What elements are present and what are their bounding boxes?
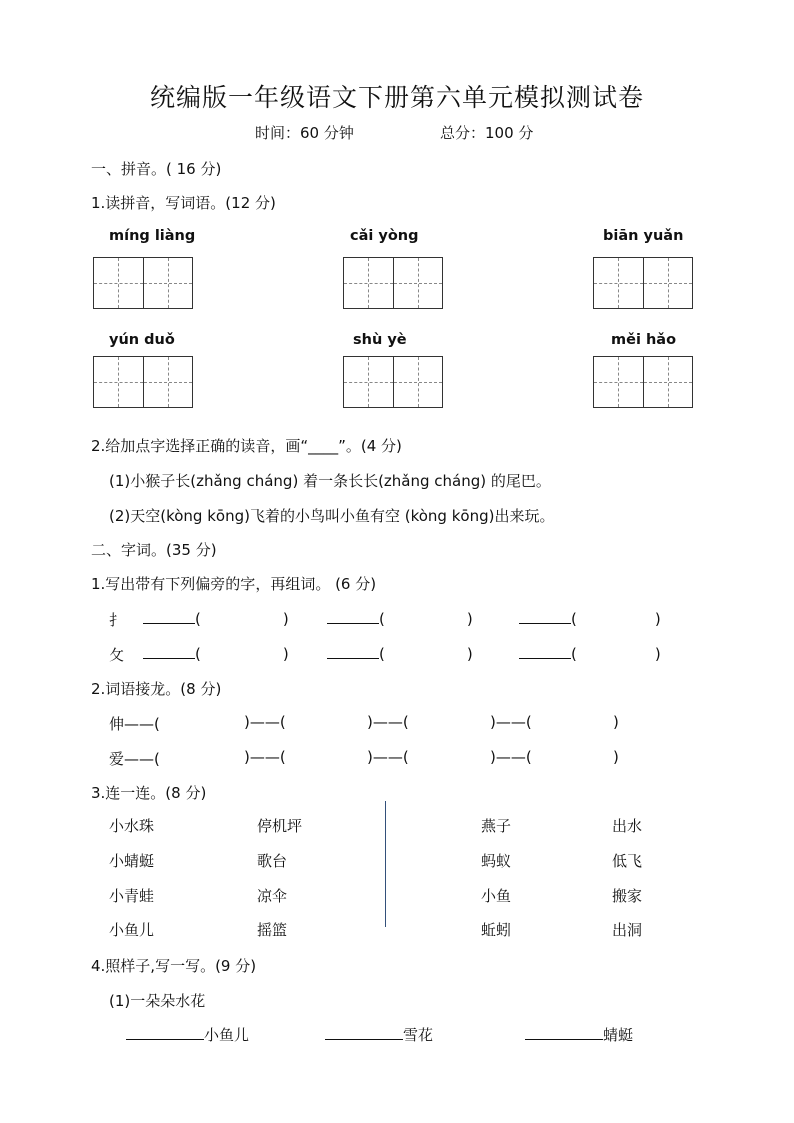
chain-link: )——( [367, 713, 409, 731]
match-item[interactable]: 小蜻蜓 [109, 852, 155, 870]
pinyin-label: měi hǎo [611, 332, 677, 348]
fill-blank-row[interactable] [325, 1024, 433, 1045]
answer-blank[interactable]: ( ) [143, 609, 289, 628]
s2-q4-example: (1)一朵朵水花 [109, 992, 206, 1010]
writing-grid[interactable] [593, 356, 693, 408]
chain-end: ) [613, 713, 619, 731]
chain-end: ) [613, 748, 619, 766]
s1-q2-item: (1)小猴子长(zhǎng cháng) 着一条长长(zhǎng cháng) 的尾巴。 [109, 472, 551, 490]
match-item[interactable]: 搬家 [612, 887, 643, 905]
chain-link: )——( [244, 713, 286, 731]
section2-heading: 二、字词。(35 分) [91, 541, 217, 559]
section1-heading: 一、拼音。( 16 分) [91, 160, 222, 178]
fill-blank-row[interactable] [126, 1024, 249, 1045]
match-item[interactable]: 摇篮 [257, 921, 288, 939]
fill-blank-row[interactable] [525, 1024, 633, 1045]
pinyin-label: yún duǒ [109, 332, 175, 348]
chain-start: 爱——( [109, 750, 160, 768]
page-title: 统编版一年级语文下册第六单元模拟测试卷 [149, 83, 644, 112]
pinyin-label: shù yè [353, 332, 407, 348]
match-item[interactable]: 蚯蚓 [481, 921, 512, 939]
q4-word: 雪花 [403, 1026, 434, 1044]
match-item[interactable]: 燕子 [481, 817, 512, 835]
match-item[interactable]: 小水珠 [109, 817, 155, 835]
radical-label: 攵 [109, 646, 125, 664]
q4-word: 小鱼儿 [204, 1026, 250, 1044]
writing-grid[interactable] [343, 257, 443, 309]
answer-blank[interactable]: ( ) [519, 644, 661, 663]
answer-blank[interactable]: ( ) [519, 609, 661, 628]
writing-grid[interactable] [593, 257, 693, 309]
s2-q3-heading: 3.连一连。(8 分) [91, 784, 207, 802]
time-label: 时间：60 分钟 [255, 124, 354, 142]
answer-blank[interactable]: ( ) [143, 644, 289, 663]
chain-link: )——( [490, 748, 532, 766]
pinyin-label: míng liàng [109, 228, 196, 244]
pinyin-label: cǎi yòng [350, 228, 419, 244]
s1-q2-heading: 2.给加点字选择正确的读音，画“____”。(4 分) [91, 437, 402, 455]
s2-q4-heading: 4.照样子,写一写。(9 分) [91, 957, 257, 975]
match-item[interactable]: 低飞 [612, 852, 643, 870]
match-item[interactable]: 小鱼儿 [109, 921, 155, 939]
chain-link: )——( [367, 748, 409, 766]
answer-blank[interactable]: ( ) [327, 644, 473, 663]
divider-line [385, 801, 386, 927]
s1-q1-heading: 1.读拼音，写词语。(12 分) [91, 194, 276, 212]
match-item[interactable]: 凉伞 [257, 887, 288, 905]
chain-link: )——( [490, 713, 532, 731]
q4-word: 蜻蜓 [603, 1026, 634, 1044]
score-label: 总分：100 分 [440, 124, 534, 142]
match-item[interactable]: 停机坪 [257, 817, 303, 835]
s2-q1-heading: 1.写出带有下列偏旁的字，再组词。 (6 分) [91, 575, 377, 593]
match-item[interactable]: 出洞 [612, 921, 643, 939]
writing-grid[interactable] [343, 356, 443, 408]
match-item[interactable]: 歌台 [257, 852, 288, 870]
s1-q2-item: (2)天空(kòng kōng)飞着的小鸟叫小鱼有空 (kòng kōng)出来玩。 [109, 507, 555, 525]
match-item[interactable]: 小青蛙 [109, 887, 155, 905]
chain-link: )——( [244, 748, 286, 766]
match-item[interactable]: 小鱼 [481, 887, 512, 905]
radical-label: 扌 [109, 611, 125, 629]
match-item[interactable]: 出水 [612, 817, 643, 835]
chain-start: 伸——( [109, 715, 160, 733]
answer-blank[interactable]: ( ) [327, 609, 473, 628]
pinyin-label: biān yuǎn [603, 228, 684, 244]
match-item[interactable]: 蚂蚁 [481, 852, 512, 870]
s2-q2-heading: 2.词语接龙。(8 分) [91, 680, 222, 698]
writing-grid[interactable] [93, 257, 193, 309]
writing-grid[interactable] [93, 356, 193, 408]
